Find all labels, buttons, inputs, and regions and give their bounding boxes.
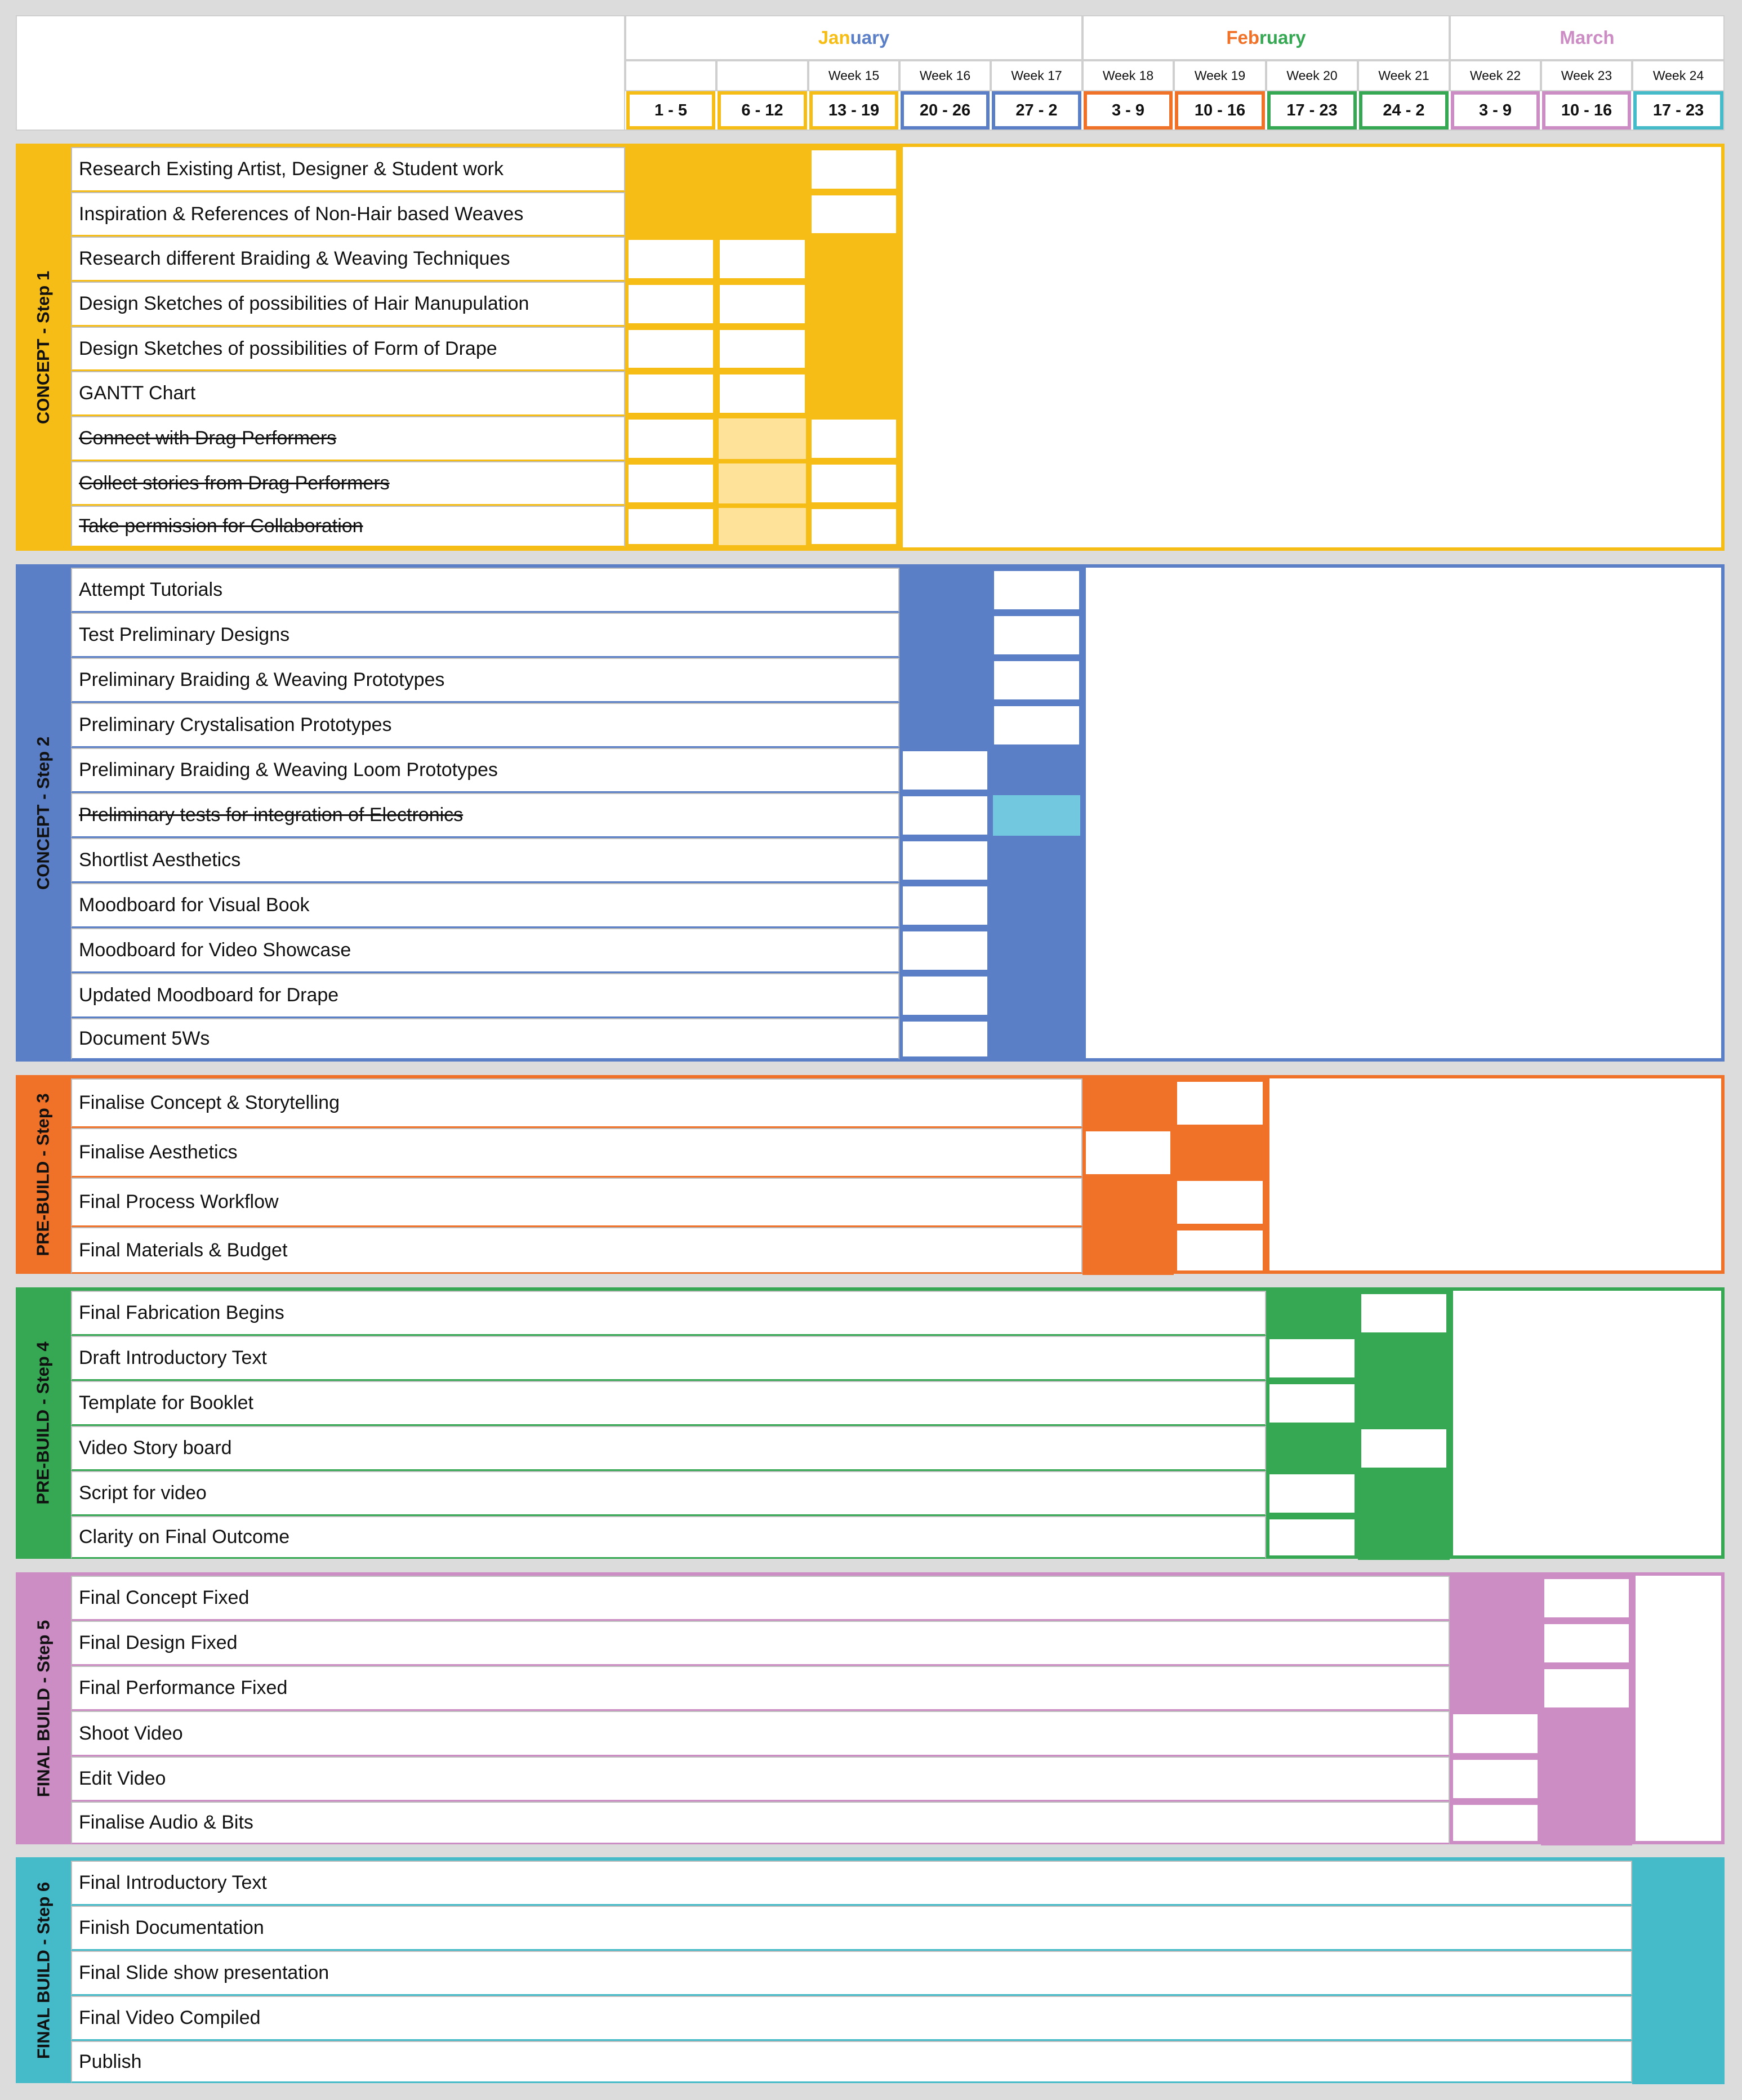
task-bar: [1450, 1620, 1541, 1667]
month-header-march: [1450, 15, 1725, 60]
task-label: [71, 1227, 1082, 1274]
task-bar: [1632, 1950, 1725, 1997]
task-bar-tentative: [716, 461, 808, 506]
empty-slot: [1266, 1516, 1358, 1559]
task-name: Moodboard for Video Showcase: [79, 939, 351, 961]
task-label: [71, 748, 899, 793]
task-bar: [991, 972, 1082, 1019]
task-name: Connect with Drag Performers: [79, 427, 337, 449]
task-bar: [991, 882, 1082, 929]
empty-slot: [625, 237, 716, 282]
task-label: [71, 1291, 1266, 1336]
empty-slot: [991, 703, 1082, 748]
empty-slot: [899, 838, 991, 883]
task-bar: [1541, 1710, 1632, 1758]
task-label: [71, 1336, 1266, 1381]
empty-slot: [808, 192, 899, 237]
date-range-cell: 1 - 5: [626, 91, 715, 130]
task-label: [71, 1666, 1450, 1711]
week-cell: [625, 60, 716, 91]
task-label: [71, 237, 625, 282]
task-bar: [1266, 1290, 1358, 1337]
week-label: Week 22: [1469, 68, 1521, 83]
task-label: [71, 1128, 1082, 1178]
week-cell: [1541, 60, 1632, 91]
empty-slot: [1541, 1576, 1632, 1621]
task-bar: [899, 612, 991, 659]
task-name: Preliminary tests for integration of Electronics: [79, 804, 464, 826]
task-name: Moodboard for Visual Book: [79, 894, 310, 916]
task-name: Final Performance Fixed: [79, 1677, 288, 1698]
timeline-blank-area: [1082, 564, 1725, 1062]
empty-slot: [899, 883, 991, 928]
task-label: [71, 928, 899, 973]
date-range-cell: 27 - 2: [992, 91, 1081, 130]
task-bar: [899, 702, 991, 749]
week-cell: [1450, 60, 1541, 91]
task-bar: [1358, 1515, 1450, 1560]
task-name: Final Design Fixed: [79, 1632, 238, 1653]
task-name: Final Video Compiled: [79, 2007, 261, 2028]
task-name: Clarity on Final Outcome: [79, 1526, 290, 1548]
date-range-cell: 3 - 9: [1451, 91, 1540, 130]
step-label: FINAL BUILD - Step 5: [33, 1620, 54, 1797]
task-name: Final Concept Fixed: [79, 1587, 250, 1608]
month-label: [626, 16, 1081, 59]
task-name: Updated Moodboard for Drape: [79, 984, 339, 1006]
task-label: [71, 1802, 1450, 1844]
task-label: [71, 703, 899, 748]
task-label: [71, 1516, 1266, 1559]
task-label: [71, 327, 625, 371]
week-label: Week 15: [828, 68, 880, 83]
task-label: [71, 371, 625, 416]
task-label: [71, 416, 625, 461]
task-bar: [991, 927, 1082, 974]
empty-slot: [991, 613, 1082, 658]
task-bar: [1632, 1860, 1725, 1907]
step-label: PRE-BUILD - Step 4: [33, 1341, 54, 1505]
step-label: PRE-BUILD - Step 3: [33, 1093, 54, 1256]
week-label: [626, 61, 715, 90]
empty-slot: [1358, 1426, 1450, 1471]
task-bar: [1541, 1800, 1632, 1845]
empty-slot: [808, 416, 899, 461]
task-label: [71, 147, 625, 192]
empty-slot: [625, 371, 716, 416]
task-label: [71, 1906, 1632, 1951]
task-label: [71, 1471, 1266, 1516]
empty-slot: [899, 928, 991, 973]
task-bar: [1082, 1077, 1174, 1129]
task-label: [71, 1018, 899, 1060]
empty-slot: [716, 327, 808, 371]
task-name: Video Story board: [79, 1437, 232, 1459]
empty-slot: [808, 147, 899, 192]
week-label: Week 21: [1378, 68, 1429, 83]
month-header-january: [625, 15, 1082, 60]
step-tab: [16, 1572, 71, 1844]
month-label-part: uary: [850, 27, 890, 48]
task-name: Inspiration & References of Non-Hair based Weaves: [79, 203, 524, 225]
task-bar: [1358, 1335, 1450, 1382]
empty-slot: [716, 371, 808, 416]
task-name: Attempt Tutorials: [79, 579, 223, 600]
task-bar: [1632, 1995, 1725, 2042]
month-header-february: [1082, 15, 1450, 60]
task-label: [71, 1621, 1450, 1666]
task-label: [71, 973, 899, 1018]
task-label: [71, 1078, 1082, 1128]
task-name: Design Sketches of possibilities of Form of Drape: [79, 337, 497, 359]
week-label: Week 24: [1652, 68, 1704, 83]
task-label: [71, 658, 899, 703]
task-label: [71, 506, 625, 547]
week-label: Week 20: [1286, 68, 1338, 83]
task-label: [71, 838, 899, 883]
task-bar: [716, 191, 808, 238]
week-cell: [1632, 60, 1725, 91]
timeline-blank-area: [1266, 1075, 1725, 1274]
task-bar: [1541, 1755, 1632, 1803]
task-name: Test Preliminary Designs: [79, 624, 290, 645]
task-bar: [1450, 1665, 1541, 1712]
week-label: [718, 61, 807, 90]
task-name: Final Process Workflow: [79, 1191, 279, 1212]
task-bar: [1358, 1380, 1450, 1427]
empty-slot: [625, 327, 716, 371]
task-name: Research different Braiding & Weaving Techniques: [79, 248, 510, 269]
empty-slot: [1174, 1078, 1266, 1128]
empty-slot: [625, 416, 716, 461]
task-name: Finish Documentation: [79, 1917, 264, 1938]
task-bar: [808, 370, 899, 417]
task-label: [71, 461, 625, 506]
date-range-cell: 6 - 12: [718, 91, 807, 130]
empty-slot: [716, 282, 808, 327]
empty-slot: [991, 568, 1082, 613]
task-bar: [808, 235, 899, 283]
empty-slot: [808, 506, 899, 547]
month-label-part: March: [1560, 27, 1615, 48]
empty-slot: [1450, 1756, 1541, 1802]
task-bar: [808, 280, 899, 328]
date-range-cell: 3 - 9: [1084, 91, 1173, 130]
empty-slot: [991, 658, 1082, 703]
empty-slot: [1174, 1227, 1266, 1274]
task-name: Publish: [79, 2050, 142, 2072]
task-name: Edit Video: [79, 1768, 166, 1789]
week-cell: [991, 60, 1082, 91]
task-name: Document 5Ws: [79, 1028, 210, 1049]
task-label: [71, 1996, 1632, 2041]
date-range-cell: 24 - 2: [1359, 91, 1449, 130]
timeline-blank-area: [899, 144, 1725, 551]
task-name: Take permission for Collaboration: [79, 515, 363, 537]
task-bar: [991, 837, 1082, 884]
task-label: [71, 613, 899, 658]
week-cell: [1266, 60, 1358, 91]
task-name: Finalise Aesthetics: [79, 1142, 238, 1163]
task-name: Final Materials & Budget: [79, 1239, 288, 1261]
empty-slot: [1174, 1178, 1266, 1227]
month-label-part: Feb: [1226, 27, 1260, 48]
task-bar-tentative: [716, 506, 808, 547]
task-bar: [899, 567, 991, 614]
task-bar: [1174, 1127, 1266, 1179]
task-bar: [1450, 1575, 1541, 1622]
task-name: Collect stories from Drag Performers: [79, 472, 390, 494]
task-label: [71, 1426, 1266, 1471]
task-label: [71, 1861, 1632, 1906]
task-label: [71, 2041, 1632, 2083]
empty-slot: [1266, 1381, 1358, 1426]
empty-slot: [1450, 1711, 1541, 1756]
task-label: [71, 1576, 1450, 1621]
task-name: Template for Booklet: [79, 1392, 253, 1414]
empty-slot: [1358, 1291, 1450, 1336]
task-name: Final Slide show presentation: [79, 1962, 329, 1983]
task-name: Shoot Video: [79, 1722, 183, 1744]
week-cell: [1082, 60, 1174, 91]
task-bar: [1632, 1905, 1725, 1952]
empty-slot: [625, 506, 716, 547]
timeline-blank-area: [1632, 1572, 1725, 1844]
month-label-part: ruary: [1259, 27, 1306, 48]
date-range-cell: 13 - 19: [809, 91, 898, 130]
step-tab: [16, 1075, 71, 1274]
date-range-cell: 17 - 23: [1267, 91, 1357, 130]
week-label: Week 17: [1011, 68, 1062, 83]
task-label: [71, 1381, 1266, 1426]
task-bar: [899, 657, 991, 704]
task-name: Final Fabrication Begins: [79, 1302, 284, 1323]
task-label: [71, 1756, 1450, 1802]
task-label: [71, 192, 625, 237]
empty-slot: [1266, 1471, 1358, 1516]
date-range-cell: 10 - 16: [1175, 91, 1265, 130]
week-cell: [716, 60, 808, 91]
empty-slot: [899, 748, 991, 793]
task-label: [71, 1178, 1082, 1227]
task-name: GANTT Chart: [79, 382, 196, 404]
task-label: [71, 883, 899, 928]
empty-slot: [716, 237, 808, 282]
task-name: Finalise Audio & Bits: [79, 1812, 253, 1833]
task-bar: [625, 191, 716, 238]
task-bar-tentative: [991, 793, 1082, 838]
task-bar: [1082, 1176, 1174, 1228]
task-bar: [1632, 2040, 1725, 2084]
empty-slot: [1450, 1802, 1541, 1844]
empty-slot: [1541, 1621, 1632, 1666]
task-name: Preliminary Braiding & Weaving Prototypes: [79, 669, 445, 690]
empty-slot: [625, 461, 716, 506]
empty-slot: [808, 461, 899, 506]
task-label: [71, 1711, 1450, 1756]
week-label: Week 18: [1102, 68, 1154, 83]
week-cell: [1358, 60, 1450, 91]
week-label: Week 23: [1561, 68, 1612, 83]
task-name: Preliminary Braiding & Weaving Loom Prototypes: [79, 759, 498, 781]
month-label: [1451, 16, 1723, 59]
step-tab: [16, 144, 71, 551]
week-cell: [899, 60, 991, 91]
month-label: [1084, 16, 1449, 59]
task-bar: [808, 326, 899, 372]
empty-slot: [899, 793, 991, 838]
task-name: Research Existing Artist, Designer & Student work: [79, 158, 504, 180]
empty-slot: [899, 1018, 991, 1060]
date-range-cell: 20 - 26: [901, 91, 990, 130]
task-bar: [625, 146, 716, 193]
task-name: Design Sketches of possibilities of Hair Manupulation: [79, 293, 529, 314]
task-name: Final Introductory Text: [79, 1872, 267, 1893]
step-label: CONCEPT - Step 2: [33, 736, 53, 890]
step-tab: [16, 1287, 71, 1559]
month-label-part: Jan: [818, 27, 850, 48]
week-label: Week 16: [919, 68, 971, 83]
task-name: Shortlist Aesthetics: [79, 849, 241, 871]
empty-slot: [1082, 1128, 1174, 1178]
task-name: Preliminary Crystalisation Prototypes: [79, 714, 392, 735]
empty-slot: [1541, 1666, 1632, 1711]
header-blank-cell: [16, 15, 625, 131]
step-tab: [16, 1857, 71, 2083]
empty-slot: [899, 973, 991, 1018]
task-label: [71, 793, 899, 838]
task-bar: [1082, 1226, 1174, 1275]
task-bar: [991, 1017, 1082, 1061]
step-label: CONCEPT - Step 1: [33, 270, 53, 424]
week-cell: [1174, 60, 1266, 91]
date-range-cell: 17 - 23: [1633, 91, 1723, 130]
task-bar: [991, 747, 1082, 794]
task-bar: [716, 146, 808, 193]
week-label: Week 19: [1194, 68, 1246, 83]
task-name: Draft Introductory Text: [79, 1347, 267, 1368]
date-range-cell: 10 - 16: [1542, 91, 1631, 130]
task-bar: [1358, 1470, 1450, 1517]
task-label: [71, 282, 625, 327]
task-name: Script for video: [79, 1482, 207, 1504]
step-label: FINAL BUILD - Step 6: [33, 1881, 54, 2059]
empty-slot: [625, 282, 716, 327]
task-label: [71, 1951, 1632, 1996]
task-bar: [1266, 1425, 1358, 1472]
step-tab: [16, 564, 71, 1062]
task-label: [71, 568, 899, 613]
task-name: Finalise Concept & Storytelling: [79, 1092, 340, 1113]
week-cell: [808, 60, 899, 91]
empty-slot: [1266, 1336, 1358, 1381]
task-bar-tentative: [716, 416, 808, 461]
timeline-blank-area: [1450, 1287, 1725, 1559]
